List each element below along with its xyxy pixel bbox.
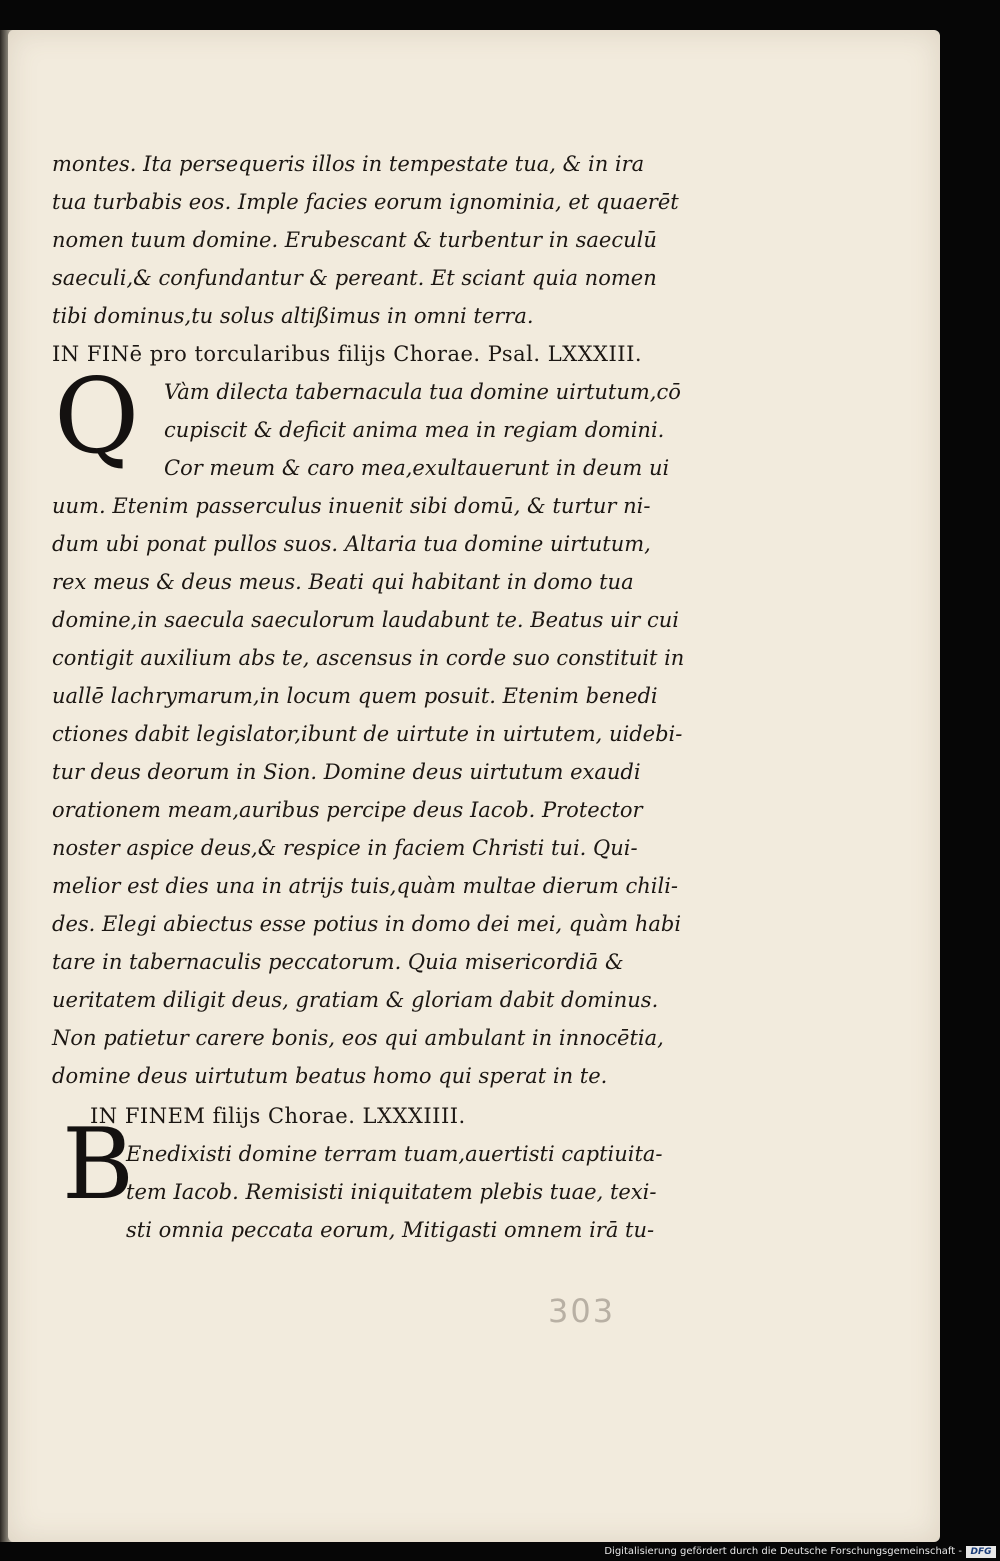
text-line: tibi dominus,tu solus altißimus in omni terra. bbox=[52, 304, 534, 328]
text-line: uum. Etenim passerculus inuenit sibi domū, & turtur ni- bbox=[52, 494, 651, 518]
text-line: Cor meum & caro mea,exultauerunt in deum ui bbox=[164, 456, 670, 480]
text-line: uallē lachrymarum,in locum quem posuit. Etenim benedi bbox=[52, 684, 658, 708]
text-line: Enedixisti domine terram tuam,auertisti captiuita- bbox=[126, 1142, 663, 1166]
text-line: contigit auxilium abs te, ascensus in corde suo constituit in bbox=[52, 646, 685, 670]
psalm-heading: IN FINē pro torcularibus filijs Chorae. Psal. LXXXIII. bbox=[52, 342, 643, 366]
text-line: sti omnia peccata eorum, Mitigasti omnem irā tu- bbox=[126, 1218, 655, 1242]
text-line: Non patietur carere bonis, eos qui ambulant in innocētia, bbox=[52, 1026, 664, 1050]
text-line: saeculi,& confundantur & pereant. Et sciant quia nomen bbox=[52, 266, 657, 290]
text-line: Vàm dilecta tabernacula tua domine uirtutum,cō bbox=[164, 380, 681, 404]
book-page bbox=[8, 30, 940, 1542]
text-line: montes. Ita persequeris illos in tempestate tua, & in ira bbox=[52, 152, 645, 176]
dropcap-initial: B bbox=[62, 1108, 135, 1222]
text-line: ctiones dabit legislator,ibunt de uirtute in uirtutem, uidebi- bbox=[52, 722, 683, 746]
text-line: des. Elegi abiectus esse potius in domo dei mei, quàm habi bbox=[52, 912, 682, 936]
digitization-credit: Digitalisierung gefördert durch die Deutsche Forschungsgemeinschaft - bbox=[604, 1546, 962, 1557]
text-line: orationem meam,auribus percipe deus Iacob. Protector bbox=[52, 798, 643, 822]
text-line: nomen tuum domine. Erubescant & turbentur in saeculū bbox=[52, 228, 657, 252]
text-line: tur deus deorum in Sion. Domine deus uirtutum exaudi bbox=[52, 760, 641, 784]
text-line: melior est dies una in atrijs tuis,quàm multae dierum chili- bbox=[52, 874, 679, 898]
text-line: rex meus & deus meus. Beati qui habitant in domo tua bbox=[52, 570, 634, 594]
dfg-logo-icon: DFG bbox=[966, 1546, 996, 1558]
text-line: tua turbabis eos. Imple facies eorum ignominia, et quaerēt bbox=[52, 190, 679, 214]
text-line: tem Iacob. Remisisti iniquitatem plebis tuae, texi- bbox=[126, 1180, 657, 1204]
psalm-heading: IN FINEM filijs Chorae. LXXXIIII. bbox=[90, 1104, 466, 1128]
text-line: dum ubi ponat pullos suos. Altaria tua domine uirtutum, bbox=[52, 532, 651, 556]
dropcap-initial: Q bbox=[54, 355, 140, 477]
text-line: tare in tabernaculis peccatorum. Quia misericordiā & bbox=[52, 950, 624, 974]
text-line: cupiscit & deficit anima mea in regiam domini. bbox=[164, 418, 665, 442]
folio-number: 303 bbox=[548, 1292, 616, 1330]
text-line: ueritatem diligit deus, gratiam & gloriam dabit dominus. bbox=[52, 988, 659, 1012]
text-line: noster aspice deus,& respice in faciem Christi tui. Qui- bbox=[52, 836, 638, 860]
text-line: domine,in saecula saeculorum laudabunt te. Beatus uir cui bbox=[52, 608, 680, 632]
text-line: domine deus uirtutum beatus homo qui sperat in te. bbox=[52, 1064, 608, 1088]
